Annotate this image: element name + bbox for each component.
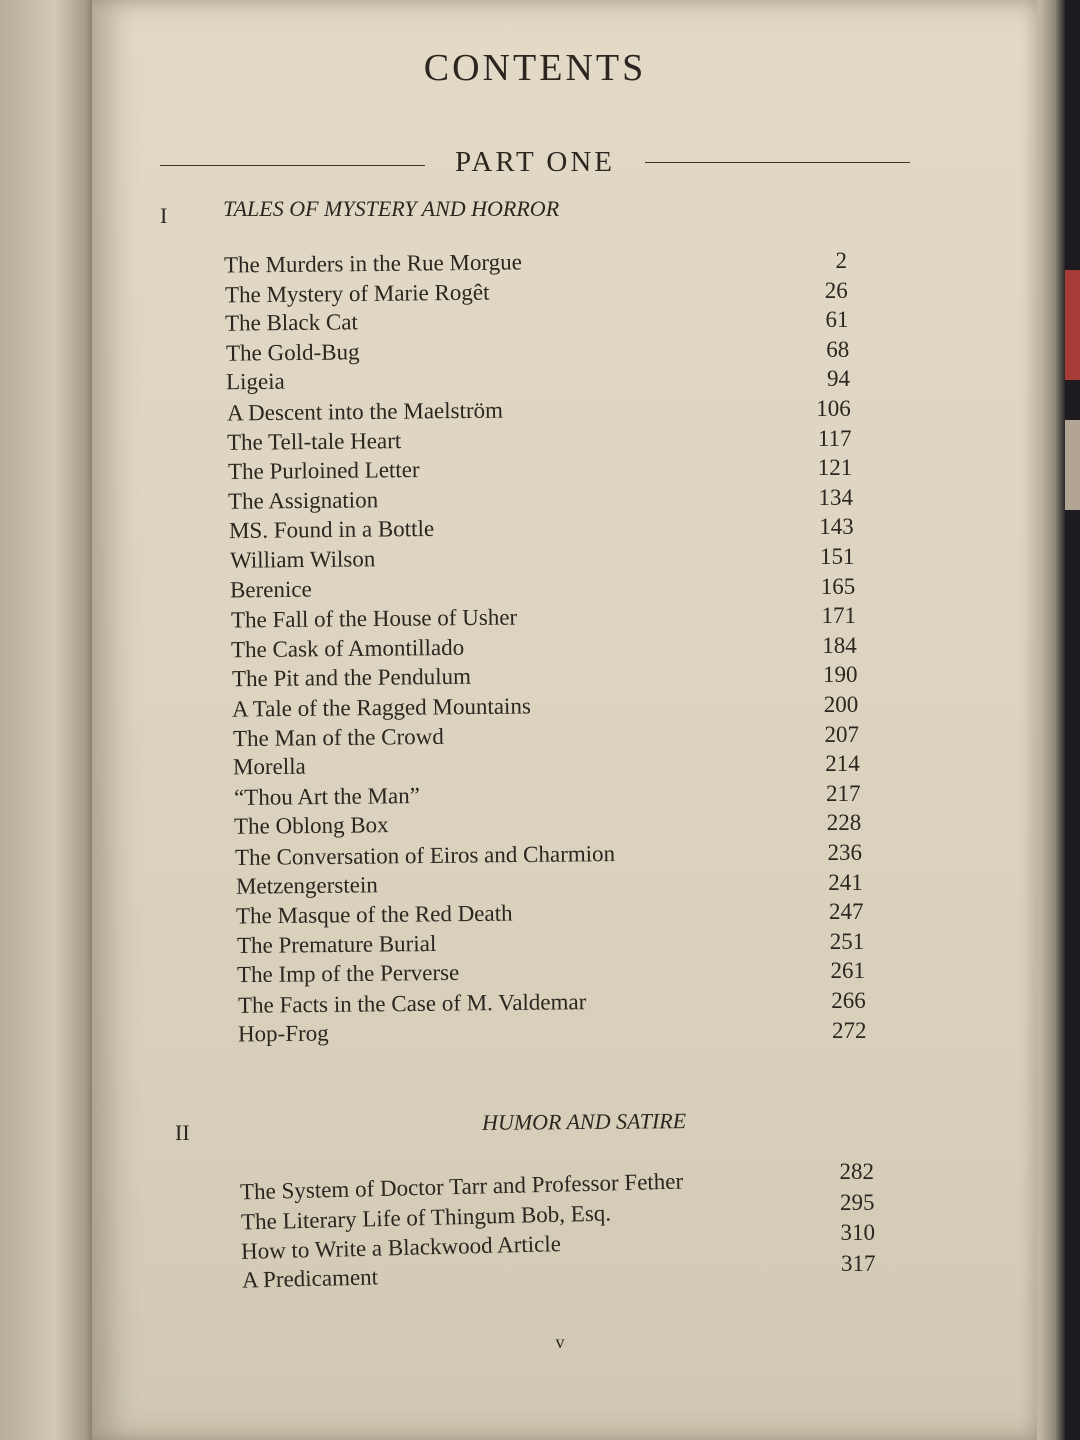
toc-entry-page: 61 [825,307,849,333]
toc-entry-page: 207 [824,721,859,747]
toc-entry-title: A Descent into the Maelström [226,397,503,426]
toc-entry-page: 117 [817,425,852,451]
toc-entry-page: 171 [821,603,856,629]
toc-entry-page: 26 [824,277,848,303]
toc-entry-page: 228 [826,810,862,836]
toc-entry-page: 2 [835,248,847,273]
toc-entry-page: 121 [817,455,853,481]
toc-entry-title: Hop-Frog [238,1020,330,1047]
toc-entry-title: The Murders in the Rue Morgue [223,249,523,278]
toc-entry-title: The Fall of the House of Usher [230,604,517,633]
toc-entry-title: Metzengerstein [235,871,378,899]
toc-entry-page: 241 [828,869,863,895]
toc-entry-title: The Conversation of Eiros and Charmion [234,841,616,870]
toc-entry-page: 236 [827,840,862,865]
toc-entry-page: 214 [825,751,860,777]
toc-entry-page: 282 [839,1159,874,1184]
toc-entry-title: The Assignation [228,487,379,514]
toc-entry-page: 94 [827,366,850,392]
toc-entry-title: The Purloined Letter [227,457,420,485]
toc-entry-page: 106 [816,396,851,421]
toc-entry-page: 261 [830,958,865,984]
toc-entry-title: The Premature Burial [236,930,437,958]
toc-entry-title: A Predicament [241,1263,379,1293]
toc-entry-page: 251 [829,928,865,954]
toc-entry-page: 266 [831,988,866,1013]
toc-entry-title: The Mystery of Marie Rogêt [224,279,490,307]
toc-entry-title: The Cask of Amontillado [231,634,465,663]
toc-entry-title: The Imp of the Perverse [237,960,460,988]
toc-entry-title: MS. Found in a Bottle [228,516,435,544]
section-numeral: I [160,203,168,228]
toc-entry-title: The System of Doctor Tarr and Professor Fether [239,1168,684,1205]
toc-entry-title: Morella [233,753,307,780]
toc-entry-title: Berenice [229,576,312,603]
page-title: CONTENTS [423,47,647,89]
toc-entry-page: 143 [819,514,854,540]
toc-entry-title: The Masque of the Red Death [235,900,513,929]
toc-entry-page: 200 [823,692,859,717]
part-rule-left [160,165,425,166]
toc-entry-title: Ligeia [226,369,286,395]
toc-entry-page: 247 [829,899,864,925]
toc-entry-page: 317 [841,1250,876,1276]
toc-entry-title: The Oblong Box [234,812,390,840]
section-numeral: II [175,1120,190,1145]
part-rule-right [645,162,910,163]
toc-entry-page: 190 [823,662,858,688]
toc-entry-title: William Wilson [229,546,375,573]
toc-entry-page: 165 [820,573,856,599]
toc-entry-page: 68 [826,336,850,362]
toc-entry-page: 217 [826,780,861,806]
page-number: v [555,1332,565,1352]
toc-entry-title: The Literary Life of Thingum Bob, Esq. [240,1199,611,1235]
toc-entry-page: 310 [840,1220,875,1245]
toc-entry-page: 184 [822,632,857,658]
toc-entry-page: 151 [820,544,855,569]
toc-entry-page: 272 [832,1017,867,1043]
toc-entry-title: The Tell-tale Heart [227,427,402,455]
toc-entry-title: The Man of the Crowd [232,723,444,751]
part-heading: PART ONE [454,146,616,178]
section-title: TALES OF MYSTERY AND HORROR [223,196,560,221]
toc-entry-title: A Tale of the Ragged Mountains [232,693,532,722]
section-title: HUMOR AND SATIRE [481,1108,687,1135]
toc-entry-page: 295 [840,1189,875,1215]
toc-entry-title: The Pit and the Pendulum [231,664,471,692]
toc-entry-title: “Thou Art the Man” [233,782,420,810]
toc-entry-title: The Black Cat [224,309,359,336]
toc-entry-page: 134 [818,484,853,510]
toc-entry-title: The Gold-Bug [225,339,360,366]
toc-entry-title: How to Write a Blackwood Article [241,1231,562,1264]
toc-entry-title: The Facts in the Case of M. Valdemar [237,989,587,1018]
facing-page [0,0,100,1440]
